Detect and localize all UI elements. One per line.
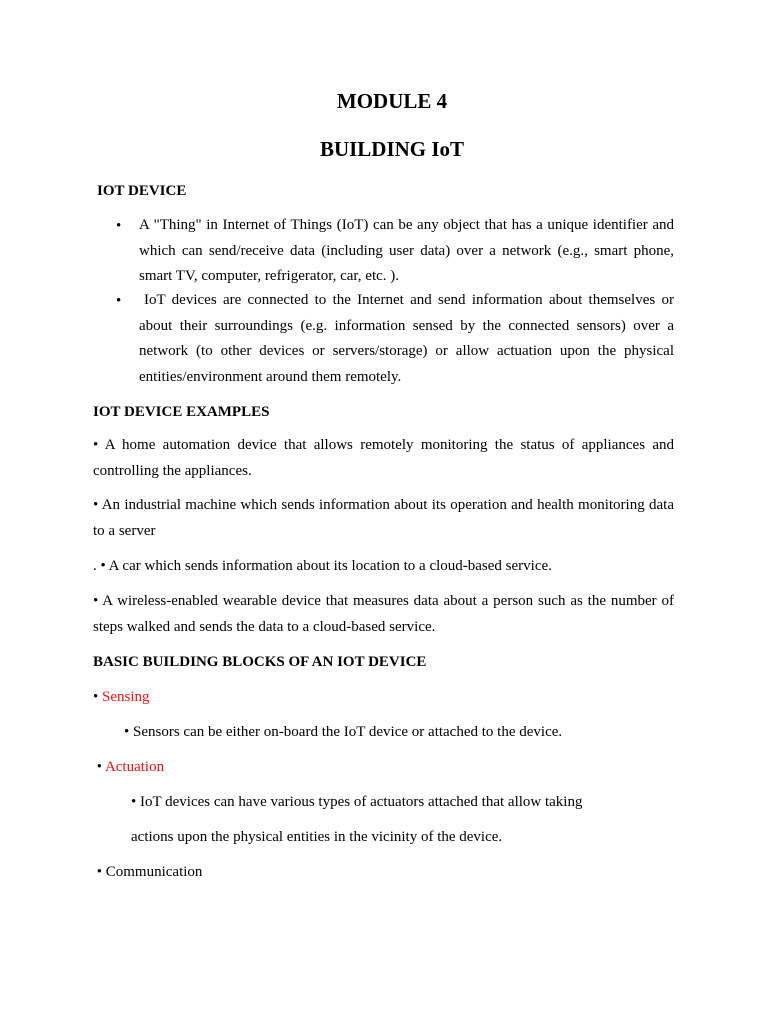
example-item-1: • A home automation device that allows remotely monitoring the status of appliances and controlling the appliances. bbox=[93, 437, 674, 479]
block-actuation-detail-line-2: actions upon the physical entities in the vicinity of the device. bbox=[131, 829, 503, 845]
module-title: MODULE 4 bbox=[336, 89, 448, 113]
block-actuation bbox=[93, 757, 164, 777]
module-subtitle: BUILDING IoT bbox=[319, 137, 465, 161]
bullet-icon: • bbox=[93, 759, 105, 775]
section-heading-examples: IOT DEVICE EXAMPLES bbox=[93, 404, 270, 420]
example-item-2: • An industrial machine which sends information about its operation and health monitoring data to a server bbox=[93, 497, 674, 539]
iot-device-bullet-1: A "Thing" in Internet of Things (IoT) can be any object that has a unique identifier and which can send/receive data (including user data) over a network (e.g., smart phone, smart TV, computer, refrigerator, car, etc. ). bbox=[139, 217, 674, 284]
section-heading-iot-device: IOT DEVICE bbox=[97, 183, 187, 199]
bullet-icon: • bbox=[116, 218, 122, 234]
block-communication: • Communication bbox=[93, 864, 203, 880]
block-actuation-detail-line-1: • IoT devices can have various types of actuators attached that allow taking bbox=[131, 794, 583, 810]
iot-device-bullet-2: IoT devices are connected to the Internet and send information about themselves or about their surroundings (e.g. information sensed by the connected sensors) over a network (to other devices or servers/storage) or allow actuation upon the physical entities/environment around them remotely. bbox=[139, 292, 674, 385]
example-item-4: • A wireless-enabled wearable device that measures data about a person such as the number of steps walked and sends the data to a cloud-based service. bbox=[93, 593, 674, 635]
bullet-icon: • bbox=[93, 689, 103, 705]
section-heading-building-blocks: BASIC BUILDING BLOCKS OF AN IOT DEVICE bbox=[93, 654, 427, 670]
block-sensing bbox=[93, 687, 150, 707]
block-actuation-label: Actuation bbox=[104, 759, 165, 775]
block-sensing-detail: • Sensors can be either on-board the IoT device or attached to the device. bbox=[124, 724, 563, 740]
example-item-3: . • A car which sends information about its location to a cloud-based service. bbox=[93, 558, 552, 574]
bullet-icon: • bbox=[116, 293, 122, 309]
block-sensing-label: Sensing bbox=[102, 689, 150, 705]
